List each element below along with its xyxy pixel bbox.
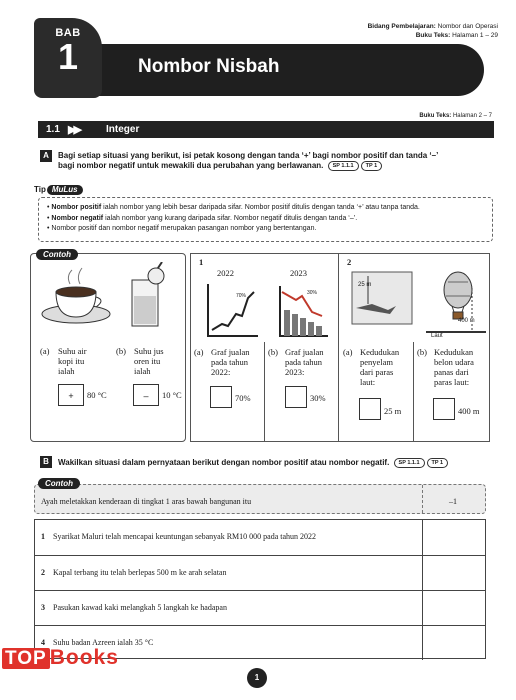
q1-b-answer-box[interactable] [285,386,307,408]
contoh-a-line2: kopi itu [58,356,85,366]
contoh-b-line3: ialah [134,366,151,376]
answer-cell[interactable] [422,626,423,660]
section-ref-label: Buku Teks: [419,113,452,119]
row-text: Kapal terbang itu telah berlepas 500 m ke arah selatan [53,568,227,577]
q1-b-line1: Graf jualan [285,347,324,357]
chapter-number: 1 [57,36,79,77]
bidang-value: Nombor dan Operasi [437,23,498,30]
section-ref [419,113,492,119]
q1-b-line2: pada tahun [285,357,323,367]
q2-b-line2: belon udara [434,357,474,367]
row-number: 3 [41,603,45,612]
table-row [35,590,485,625]
q1-year-b: 2023 [290,268,307,278]
q2-b-label: (b) [417,347,427,357]
q2-divider [413,342,414,442]
q2-a-text [360,347,399,387]
double-arrow-icon: ▶▶ [68,124,79,136]
tip-line-2: • Nombor negatif ialah nombor yang kurang daripada sifar. Nombor negatif ditulis dengan tanda ‘–’. [47,214,358,222]
part-b-table [34,519,486,659]
q2-b-value: 400 m [458,406,480,416]
table-row [35,555,485,590]
chapter-title: Nombor Nisbah [138,56,280,77]
tip-text-3: Nombor positif dan nombor negatif merupakan pasangan nombor yang bertentangan. [51,225,317,232]
chapter-title-bar [86,44,484,96]
tip-bold-2: Nombor negatif [51,214,104,222]
contoh-b-value: 10 °C [162,390,182,400]
contoh-a [40,346,49,356]
section-bar [38,121,494,138]
q2-depth-label: 25 m [358,282,372,288]
q1-year-a: 2022 [217,268,234,278]
row-text: Suhu badan Azreen ialah 35 °C [53,638,154,647]
chapter-badge [34,18,102,98]
tip-bold-1: Nombor positif [51,204,102,211]
row-number: 1 [41,532,45,541]
coffee-and-juice-illustration [34,262,184,342]
q1-divider [264,342,265,442]
example-divider [422,485,423,513]
q1-a-value: 70% [235,393,251,403]
diver-and-balloon-illustration [350,268,486,340]
answer-cell[interactable] [422,556,423,590]
answer-cell[interactable] [422,520,423,555]
part-b-instruction-text: Wakilkan situasi dalam pernyataan berikut dengan nombor positif atau nombor negatif. [58,458,390,468]
contoh-a-value: 80 °C [87,390,107,400]
q2-a-line1: Kedudukan [360,347,400,357]
q1-chart-b-pct: 30% [307,290,318,296]
part-b-instruction [58,458,448,468]
sp-badge: SP 1.1.1 [328,161,359,171]
example-answer: –1 [449,497,457,506]
row-number: 4 [41,638,45,647]
q1-b-value: 30% [310,393,326,403]
tp-badge: TP 1 [361,161,383,171]
tip-line-1: • Nombor positif ialah nombor yang lebih besar daripada sifar. Nombor positif ditulis dengan tanda ‘+’ atau tanpa tanda. [47,204,420,211]
contoh-a-sign-box: + [58,384,84,406]
section-title: Integer [106,124,140,135]
q1-a-line2: pada tahun [211,357,249,367]
tip-word: Tip [34,185,46,194]
part-b-example [34,484,486,514]
row-number: 2 [41,568,45,577]
tip-line-3: • Nombor positif dan nombor negatif merupakan pasangan nombor yang bertentangan. [47,225,317,232]
section-number: 1.1 [46,124,60,135]
q2-b-text [434,347,474,387]
q1-a-text [211,347,249,377]
buku-label: Buku Teks: [415,32,451,39]
header-info [368,22,498,40]
tip-text-1: ialah nombor yang lebih besar daripada sifar. Nombor positif ditulis dengan tanda ‘+’ atau tanpa tanda. [101,204,420,211]
q1-number: 1 [199,257,204,267]
answer-cell[interactable] [422,591,423,625]
q1-b-label: (b) [268,347,278,357]
tp-badge-b: TP 1 [427,458,449,468]
example-text: Ayah meletakkan kenderaan di tingkat 1 aras bawah bangunan itu [41,497,252,506]
part-a-letter: A [40,150,52,162]
q1-b-text [285,347,323,377]
q1-chart-a-pct: 70% [236,293,247,299]
sales-graphs-illustration [200,280,334,340]
section-ref-value: Halaman 2 – 7 [452,113,492,119]
chapter-bab-label: BAB [55,27,81,39]
tip-label [34,185,83,194]
table-row [35,520,485,555]
bidang-label: Bidang Pembelajaran: [367,23,436,30]
page-number: 1 [247,668,267,688]
contoh-a-line3: ialah [58,366,75,376]
contoh-b-text [134,346,164,376]
contoh-label-b: Contoh [38,478,80,489]
q1-a-label: (a) [194,347,204,357]
logo-books: Books [49,646,119,669]
tip-text-2: ialah nombor yang kurang daripada sifar. Nombor negatif ditulis dengan tanda ‘–’. [103,214,358,222]
q2-a-value: 25 m [384,406,402,416]
buku-value: Halaman 1 – 29 [452,32,498,39]
logo-top: TOP [2,648,50,669]
tip-box [38,197,493,242]
q2-a-line4: laut: [360,377,376,387]
q1-b-line3: 2023: [285,367,305,377]
q2-a-label: (a) [343,347,353,357]
topbooks-logo [2,646,119,670]
sp-badge-b: SP 1.1.1 [394,458,425,468]
row-text: Pasukan kawad kaki melangkah 5 langkah ke hadapan [53,603,227,612]
contoh-a-text [58,346,87,376]
part-a-instruction [58,151,498,171]
question-divider [338,253,339,442]
contoh-b-line1: Suhu jus [134,346,164,356]
q2-sea-label: Laut [431,333,443,339]
q2-a-line3: dari paras [360,367,394,377]
q2-b-line1: Kedudukan [434,347,474,357]
q1-a-answer-box[interactable] [210,386,232,408]
part-a-instruction-line2: bagi nombor negatif untuk mewakili dua perubahan yang berlawanan. [58,161,324,171]
q2-number: 2 [347,257,352,267]
q2-b-answer-box[interactable] [433,398,455,420]
q2-a-answer-box[interactable] [359,398,381,420]
q2-a-line2: penyelam [360,357,394,367]
contoh-b-line2: oren itu [134,356,161,366]
part-a-instruction-line1: Bagi setiap situasi yang berikut, isi petak kosong dengan tanda ‘+’ bagi nombor positif dan tanda ‘–’ [58,151,439,160]
q1-a-line1: Graf jualan [211,347,250,357]
mulus-word: MuLus [47,185,83,195]
contoh-b-sign-box: – [133,384,159,406]
q2-b-line4: paras laut: [434,377,470,387]
contoh-a-label: (a) [40,346,50,356]
contoh-a-line1: Suhu air [58,346,87,356]
contoh-b-label: (b) [116,346,126,356]
q1-a-line3: 2022: [211,367,231,377]
part-b-letter: B [40,456,52,468]
row-text: Syarikat Maluri telah mencapai keuntungan sebanyak RM10 000 pada tahun 2022 [53,532,317,541]
contoh-label: Contoh [36,249,78,260]
q2-height-label: 400 m [458,318,475,324]
q2-b-line3: panas dari [434,367,469,377]
